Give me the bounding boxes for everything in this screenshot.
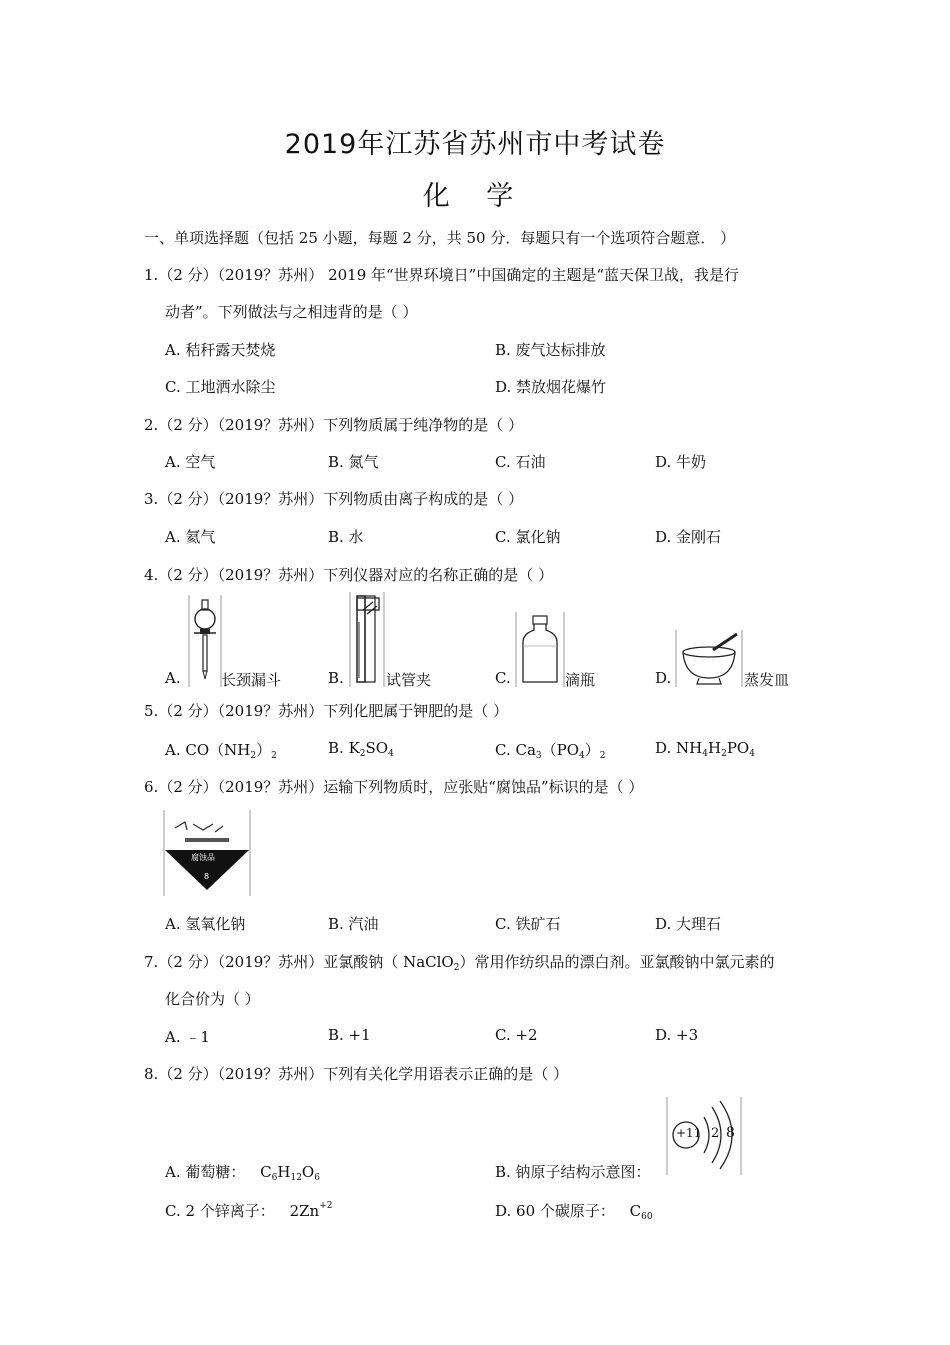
shell1-count: 2: [711, 1126, 720, 1141]
question-number: 4.: [144, 566, 159, 584]
funnel-figure: [188, 595, 222, 687]
question-number: 5.: [144, 702, 159, 720]
option-6c[interactable]: C. 铁矿石: [495, 915, 561, 933]
question-1: [144, 264, 739, 285]
option-5a[interactable]: [165, 739, 277, 761]
question-text: （2 分）（2019？苏州）下列物质由离子构成的是（ ）: [158, 490, 524, 508]
option-7c[interactable]: C. +2: [495, 1026, 538, 1044]
option-4d[interactable]: D.: [655, 669, 672, 687]
option-6b[interactable]: B. 汽油: [328, 915, 379, 933]
option-8d[interactable]: [495, 1200, 653, 1222]
question-number: 1.: [144, 266, 159, 284]
shell2-count: 8: [726, 1125, 735, 1141]
subject-title: 化 学: [422, 181, 528, 212]
option-1d[interactable]: D. 禁放烟花爆竹: [495, 378, 607, 396]
option-2a[interactable]: A. 空气: [165, 453, 216, 471]
question-7-line2: 化合价为（ ）: [165, 990, 260, 1008]
option-label: A. 葡萄糖：: [165, 1163, 246, 1181]
question-number: 8.: [144, 1065, 159, 1083]
option-2d[interactable]: D. 牛奶: [655, 453, 707, 471]
question-2: [144, 414, 523, 435]
section-heading: 一、单项选择题（包括 25 小题，每题 2 分，共 50 分．每题只有一个选项符合题意． ）: [144, 229, 736, 247]
sign-class-number: 8: [204, 872, 210, 881]
option-3d[interactable]: D. 金刚石: [655, 528, 722, 546]
option-letter: A.: [165, 741, 181, 759]
formula-subscript: 2: [453, 963, 460, 973]
carbon-formula: $C_{60}$: [629, 1202, 653, 1222]
option-3b[interactable]: B. 水: [328, 528, 364, 546]
question-text: （2 分）（2019？苏州）亚氯酸钠（ NaClO: [158, 953, 454, 971]
formula-5d: $NH_4H_2PO_4$: [676, 739, 755, 759]
question-6: [144, 776, 643, 797]
option-2b[interactable]: B. 氮气: [328, 453, 379, 471]
page-title: 2019年江苏省苏州市中考试卷: [284, 129, 666, 160]
dropping-bottle-figure: [515, 612, 565, 687]
option-4c[interactable]: C.: [495, 669, 511, 687]
question-text: （2 分）（2019？苏州）下列物质属于纯净物的是（ ）: [158, 416, 524, 434]
formula-5c: $Ca_3(PO_4)_2$: [515, 741, 606, 761]
question-text: （2 分）（2019？苏州） 2019 年“世界环境日”中国确定的主题是“蓝天保卫战，我是行: [158, 266, 740, 284]
caption-4c: 滴瓶: [565, 671, 596, 689]
question-4: [144, 564, 553, 585]
question-8: [144, 1063, 568, 1084]
option-3a[interactable]: A. 氦气: [165, 528, 216, 546]
option-letter: C.: [495, 741, 511, 759]
option-2c[interactable]: C. 石油: [495, 453, 546, 471]
option-5c[interactable]: [495, 739, 606, 761]
question-number: 6.: [144, 778, 159, 796]
test-tube-clamp-figure: [349, 592, 385, 687]
formula-5a: $CO(NH_2)_2$: [185, 741, 277, 761]
option-8b[interactable]: B. 钠原子结构示意图：: [495, 1163, 651, 1181]
question-text: （2 分）（2019？苏州）下列化肥属于钾肥的是（ ）: [158, 702, 509, 720]
option-label: D. 60 个碳原子：: [495, 1202, 615, 1220]
glucose-formula: $C_6H_{12}O_6$: [260, 1163, 320, 1183]
question-5: [144, 700, 508, 721]
caption-4d: 蒸发皿: [744, 671, 790, 689]
option-7a[interactable]: A. ﹣1: [165, 1028, 210, 1046]
option-7d[interactable]: D. +3: [655, 1026, 699, 1044]
nucleus-label: +11: [676, 1126, 702, 1140]
option-label: C. 2 个锌离子：: [165, 1202, 275, 1220]
sign-label: 腐蚀品: [191, 853, 215, 862]
option-6a[interactable]: A. 氢氧化钠: [165, 915, 246, 933]
question-text-cont: ）常用作纺织品的漂白剂。亚氯酸钠中氯元素的: [459, 953, 775, 971]
sodium-atom-diagram: [666, 1097, 742, 1175]
question-number: 7.: [144, 953, 159, 971]
option-letter: B.: [328, 739, 344, 757]
question-3: [144, 488, 523, 509]
question-number: 3.: [144, 490, 159, 508]
option-4b[interactable]: B.: [328, 669, 344, 687]
question-text: （2 分）（2019？苏州）运输下列物质时，应张贴“腐蚀品”标识的是（ ）: [158, 778, 644, 796]
option-8a[interactable]: [165, 1161, 320, 1183]
question-1-line2: 动者”。下列做法与之相违背的是（ ）: [165, 303, 418, 321]
option-8c[interactable]: [165, 1200, 333, 1221]
question-text: （2 分）（2019？苏州）下列有关化学用语表示正确的是（ ）: [158, 1065, 569, 1083]
option-1b[interactable]: B. 废气达标排放: [495, 341, 606, 359]
option-1a[interactable]: A. 秸秆露天焚烧: [165, 341, 276, 359]
option-6d[interactable]: D. 大理石: [655, 915, 722, 933]
question-7: [144, 951, 774, 973]
question-text: （2 分）（2019？苏州）下列仪器对应的名称正确的是（ ）: [158, 566, 554, 584]
zinc-ion-formula: $2Zn^{+2}$: [289, 1201, 333, 1220]
option-7b[interactable]: B. +1: [328, 1026, 371, 1044]
caption-4a: 长颈漏斗: [221, 671, 282, 689]
caption-4b: 试管夹: [386, 671, 432, 689]
option-5d[interactable]: [655, 739, 755, 759]
corrosive-sign: [163, 810, 251, 896]
option-1c[interactable]: C. 工地洒水除尘: [165, 378, 276, 396]
formula-5b: $K_2SO_4$: [348, 739, 394, 759]
option-4a[interactable]: A.: [165, 669, 181, 687]
option-letter: D.: [655, 739, 672, 757]
option-3c[interactable]: C. 氯化钠: [495, 528, 561, 546]
option-5b[interactable]: [328, 739, 394, 759]
question-number: 2.: [144, 416, 159, 434]
mortar-pestle-figure: [675, 630, 743, 687]
